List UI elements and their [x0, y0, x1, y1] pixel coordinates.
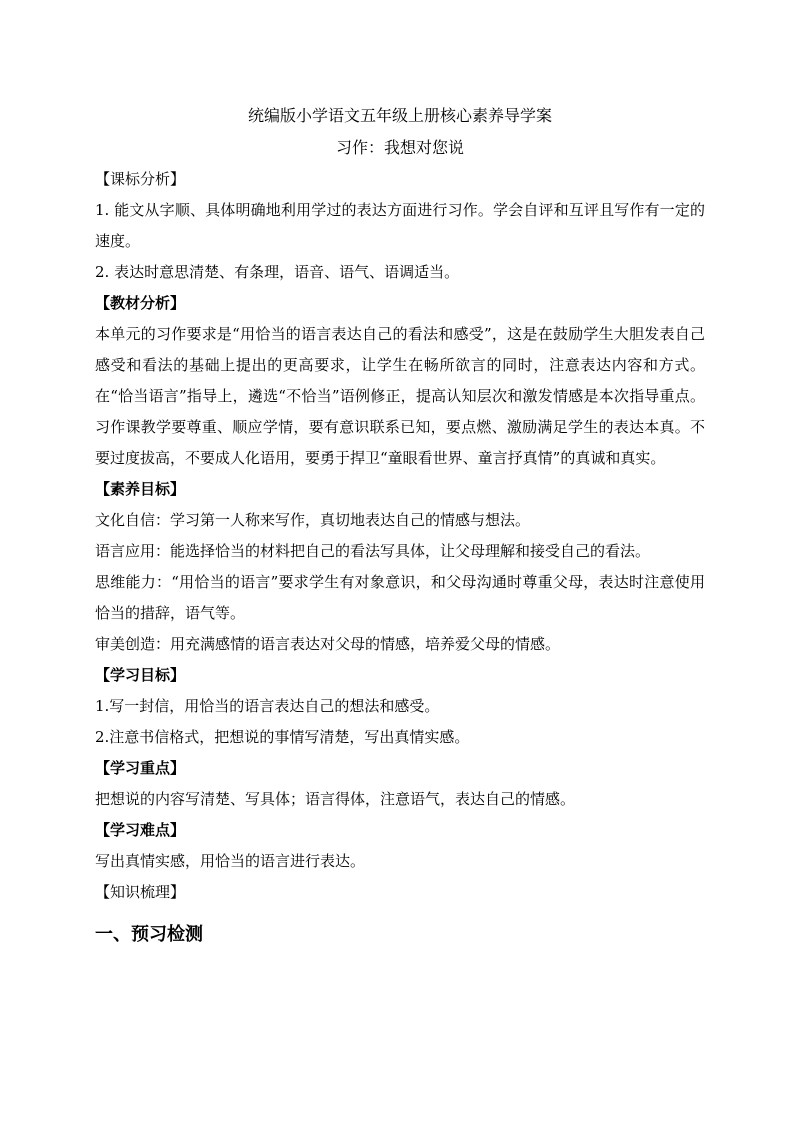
part-one-title: 一、预习检测	[95, 924, 203, 945]
section-jiaocai	[95, 288, 705, 474]
section-heading-nandian: 【学习难点】	[95, 821, 186, 839]
document-title: 统编版小学语文五年级上册核心素养导学案	[247, 106, 552, 125]
section-xuexi-mubiao	[95, 660, 705, 753]
section-zhongdian	[95, 753, 705, 815]
suyang-item-2: 语言应用：能选择恰当的材料把自己的看法写具体，让父母理解和接受自己的看法。	[95, 542, 651, 560]
xuexi-mubiao-item-2: 2.注意书信格式，把想说的事情写清楚，写出真情实感。	[95, 728, 470, 746]
xuexi-mubiao-item-1: 1.写一封信，用恰当的语言表达自己的想法和感受。	[95, 697, 440, 715]
suyang-item-1: 文化自信：学习第一人称来写作，真切地表达自己的情感与想法。	[95, 511, 531, 529]
section-heading-suyang: 【素养目标】	[95, 480, 186, 498]
section-zhishi	[95, 877, 705, 908]
suyang-item-3: 思维能力：“用恰当的语言”要求学生有对象意识，和父母沟通时尊重父母，表达时注意使用恰当的措辞，语气等。	[95, 573, 705, 622]
section-suyang	[95, 474, 705, 660]
suyang-item-4: 审美创造：用充满感情的语言表达对父母的情感，培养爱父母的情感。	[95, 635, 561, 653]
section-heading-jiaocai: 【教材分析】	[95, 294, 186, 312]
document-page	[95, 100, 705, 952]
section-nandian	[95, 815, 705, 877]
section-heading-kebiao: 【课标分析】	[95, 170, 186, 188]
document-subtitle: 习作：我想对您说	[335, 138, 464, 157]
kebiao-item-1: 1. 能文从字顺、具体明确地利用学过的表达方面进行习作。学会自评和互评且写作有一定的速度。	[95, 201, 705, 250]
zhongdian-text: 把想说的内容写清楚、写具体；语言得体，注意语气，表达自己的情感。	[95, 790, 576, 808]
section-heading-xuexi-mubiao: 【学习目标】	[95, 666, 186, 684]
section-kebiao	[95, 164, 705, 288]
section-heading-zhishi: 【知识梳理】	[95, 883, 186, 901]
nandian-text: 写出真情实感，用恰当的语言进行表达。	[95, 852, 366, 870]
kebiao-item-2: 2. 表达时意思清楚、有条理，语音、语气、语调适当。	[95, 263, 460, 281]
section-heading-zhongdian: 【学习重点】	[95, 759, 186, 777]
jiaocai-text: 本单元的习作要求是“用恰当的语言表达自己的看法和感受”，这是在鼓励学生大胆发表自己感受和看法的基础上提出的更高要求，让学生在畅所欲言的同时，注意表达内容和方式。在“恰当语言”指导上，遴选“不恰当”语例修正，提高认知层次和激发情感是本次指导重点。习作课教学要尊重、顺应学情，要有意识联系已知，要点燃、激励满足学生的表达本真。不要过度拔高，不要成人化语用，要勇于捍卫“童眼看世界、童言抒真情”的真诚和真实。	[95, 325, 705, 467]
